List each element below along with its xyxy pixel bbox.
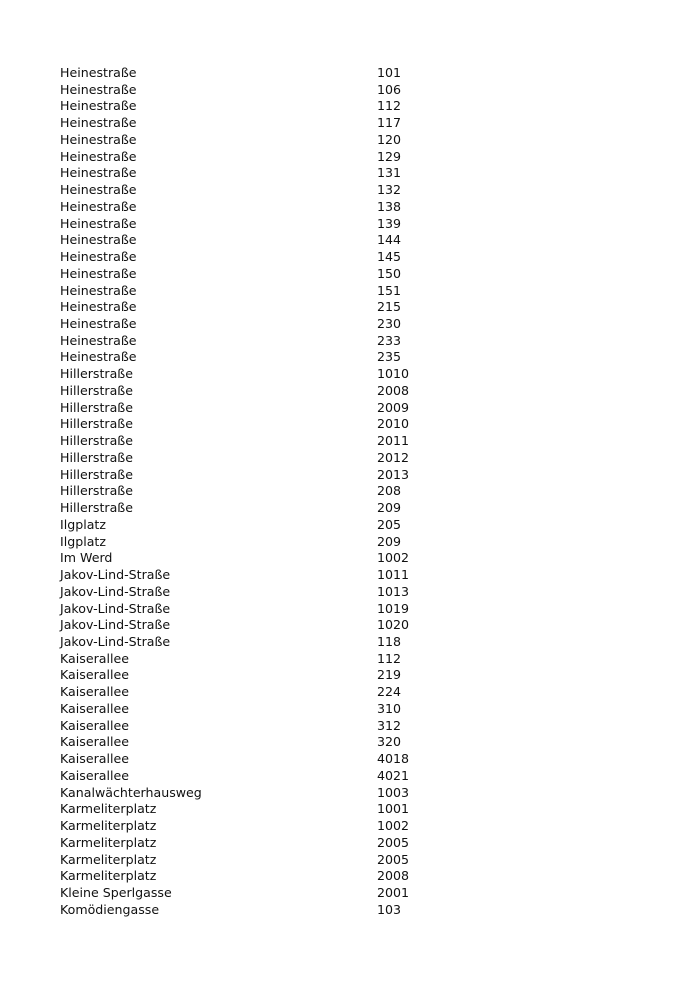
list-row [60, 483, 660, 500]
street-name: Heinestraße [60, 148, 137, 164]
street-name: Ilgplatz [60, 533, 106, 549]
street-name: Jakov-Lind-Straße [60, 583, 171, 599]
list-row [60, 98, 660, 115]
house-number: 139 [377, 215, 402, 231]
street-name: Hillerstraße [60, 433, 133, 449]
list-row [60, 316, 660, 333]
list-row [60, 199, 660, 216]
list-row [60, 701, 660, 718]
street-name: Heinestraße [60, 265, 137, 281]
list-row [60, 82, 660, 99]
house-number: 150 [377, 265, 402, 281]
list-row [60, 400, 660, 417]
house-number: 1010 [377, 366, 410, 382]
house-number: 2012 [377, 449, 410, 465]
street-name: Heinestraße [60, 131, 137, 147]
list-row [60, 868, 660, 885]
list-row [60, 634, 660, 651]
street-name: Karmeliterplatz [60, 851, 157, 867]
house-number: 129 [377, 148, 402, 164]
house-number: 118 [377, 633, 402, 649]
house-number: 1020 [377, 617, 410, 633]
street-name: Heinestraße [60, 165, 137, 181]
address-list [60, 65, 660, 918]
list-row [60, 667, 660, 684]
house-number: 1002 [377, 550, 410, 566]
street-name: Jakov-Lind-Straße [60, 600, 171, 616]
house-number: 1013 [377, 583, 410, 599]
street-name: Heinestraße [60, 299, 137, 315]
house-number: 312 [377, 717, 402, 733]
house-number: 144 [377, 232, 402, 248]
list-row [60, 718, 660, 735]
street-name: Kaiserallee [60, 767, 129, 783]
list-row [60, 416, 660, 433]
house-number: 103 [377, 901, 402, 917]
street-name: Jakov-Lind-Straße [60, 633, 171, 649]
house-number: 224 [377, 684, 402, 700]
street-name: Kaiserallee [60, 684, 129, 700]
list-row [60, 349, 660, 366]
house-number: 208 [377, 483, 402, 499]
list-row [60, 433, 660, 450]
house-number: 1019 [377, 600, 410, 616]
house-number: 112 [377, 98, 402, 114]
street-name: Heinestraße [60, 332, 137, 348]
street-name: Hillerstraße [60, 466, 133, 482]
street-name: Hillerstraße [60, 449, 133, 465]
street-name: Ilgplatz [60, 516, 106, 532]
street-name: Hillerstraße [60, 483, 133, 499]
house-number: 1002 [377, 818, 410, 834]
list-row [60, 149, 660, 166]
house-number: 2013 [377, 466, 410, 482]
list-row [60, 835, 660, 852]
street-name: Jakov-Lind-Straße [60, 567, 171, 583]
house-number: 2005 [377, 834, 410, 850]
list-row [60, 550, 660, 567]
house-number: 101 [377, 65, 402, 80]
house-number: 310 [377, 700, 402, 716]
list-row [60, 266, 660, 283]
house-number: 106 [377, 81, 402, 97]
street-name: Kaiserallee [60, 751, 129, 767]
house-number: 2011 [377, 433, 410, 449]
street-name: Kanalwächterhausweg [60, 784, 202, 800]
street-name: Im Werd [60, 550, 113, 566]
list-row [60, 785, 660, 802]
street-name: Komödiengasse [60, 901, 160, 917]
house-number: 230 [377, 316, 402, 332]
house-number: 2010 [377, 416, 410, 432]
street-name: Karmeliterplatz [60, 834, 157, 850]
house-number: 4018 [377, 751, 410, 767]
house-number: 145 [377, 249, 402, 265]
house-number: 131 [377, 165, 402, 181]
house-number: 2001 [377, 884, 410, 900]
house-number: 235 [377, 349, 402, 365]
street-name: Hillerstraße [60, 382, 133, 398]
street-name: Heinestraße [60, 232, 137, 248]
street-name: Heinestraße [60, 316, 137, 332]
street-name: Heinestraße [60, 81, 137, 97]
street-name: Heinestraße [60, 349, 137, 365]
list-row [60, 567, 660, 584]
list-row [60, 751, 660, 768]
list-row [60, 684, 660, 701]
list-row [60, 383, 660, 400]
street-name: Jakov-Lind-Straße [60, 617, 171, 633]
street-name: Heinestraße [60, 65, 137, 80]
house-number: 320 [377, 734, 402, 750]
house-number: 138 [377, 198, 402, 214]
list-row [60, 801, 660, 818]
house-number: 1003 [377, 784, 410, 800]
house-number: 1001 [377, 801, 410, 817]
street-name: Kaiserallee [60, 717, 129, 733]
street-name: Heinestraße [60, 282, 137, 298]
list-row [60, 232, 660, 249]
house-number: 117 [377, 115, 402, 131]
house-number: 209 [377, 500, 402, 516]
street-name: Karmeliterplatz [60, 818, 157, 834]
street-name: Kleine Sperlgasse [60, 884, 172, 900]
street-name: Heinestraße [60, 115, 137, 131]
street-name: Karmeliterplatz [60, 801, 157, 817]
house-number: 132 [377, 182, 402, 198]
list-row [60, 534, 660, 551]
house-number: 209 [377, 533, 402, 549]
list-row [60, 734, 660, 751]
house-number: 215 [377, 299, 402, 315]
house-number: 2009 [377, 399, 410, 415]
list-row [60, 182, 660, 199]
street-name: Kaiserallee [60, 700, 129, 716]
street-name: Kaiserallee [60, 734, 129, 750]
house-number: 151 [377, 282, 402, 298]
street-name: Heinestraße [60, 249, 137, 265]
list-row [60, 617, 660, 634]
street-name: Heinestraße [60, 182, 137, 198]
list-row [60, 115, 660, 132]
list-row [60, 467, 660, 484]
list-row [60, 852, 660, 869]
list-row [60, 818, 660, 835]
list-row [60, 65, 660, 82]
list-row [60, 902, 660, 919]
house-number: 2008 [377, 868, 410, 884]
list-row [60, 584, 660, 601]
list-row [60, 651, 660, 668]
list-row [60, 517, 660, 534]
street-name: Kaiserallee [60, 650, 129, 666]
list-row [60, 299, 660, 316]
street-name: Hillerstraße [60, 399, 133, 415]
house-number: 233 [377, 332, 402, 348]
list-row [60, 500, 660, 517]
street-name: Heinestraße [60, 215, 137, 231]
house-number: 219 [377, 667, 402, 683]
house-number: 2008 [377, 382, 410, 398]
street-name: Heinestraße [60, 98, 137, 114]
street-name: Hillerstraße [60, 416, 133, 432]
house-number: 112 [377, 650, 402, 666]
list-row [60, 333, 660, 350]
list-row [60, 885, 660, 902]
house-number: 1011 [377, 567, 410, 583]
list-row [60, 132, 660, 149]
house-number: 120 [377, 131, 402, 147]
house-number: 205 [377, 516, 402, 532]
list-row [60, 216, 660, 233]
list-row [60, 601, 660, 618]
house-number: 2005 [377, 851, 410, 867]
list-row [60, 450, 660, 467]
list-row [60, 283, 660, 300]
list-row [60, 768, 660, 785]
street-name: Karmeliterplatz [60, 868, 157, 884]
street-name: Kaiserallee [60, 667, 129, 683]
list-row [60, 165, 660, 182]
list-row [60, 249, 660, 266]
street-name: Hillerstraße [60, 500, 133, 516]
street-name: Heinestraße [60, 198, 137, 214]
house-number: 4021 [377, 767, 410, 783]
street-name: Hillerstraße [60, 366, 133, 382]
list-row [60, 366, 660, 383]
